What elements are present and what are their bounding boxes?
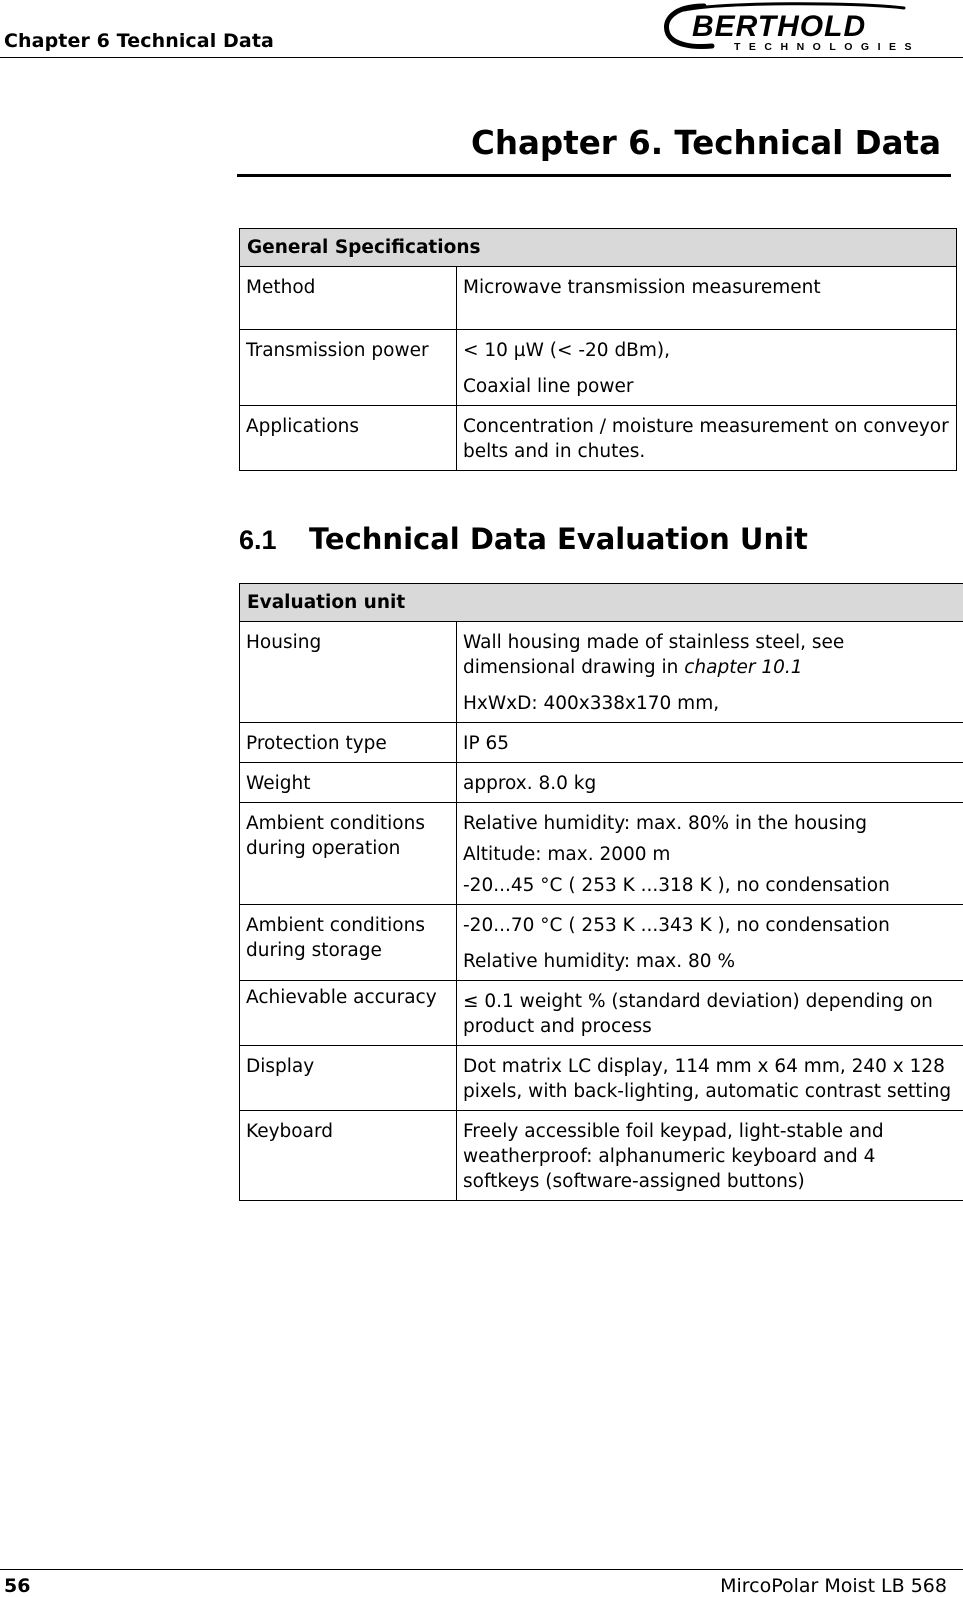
row-value: approx. 8.0 kg [457, 763, 963, 803]
row-label: Transmission power [240, 330, 457, 406]
table-row [240, 1046, 963, 1111]
chapter-title-rule [237, 174, 951, 177]
section-heading [239, 522, 808, 556]
table-row [240, 267, 957, 330]
header-rule [0, 57, 963, 58]
table-row [240, 803, 963, 905]
row-value: Microwave transmission measurement [457, 267, 957, 330]
general-specifications-table [239, 228, 957, 471]
table-row [240, 763, 963, 803]
table-row [240, 905, 963, 981]
table-row [240, 1111, 963, 1201]
footer-product-name: MircoPolar Moist LB 568 [720, 1575, 947, 1597]
row-value: < 10 µW (< -20 dBm), Coaxial line power [457, 330, 957, 406]
row-label: Ambient conditions during operation [240, 803, 457, 905]
row-value: Wall housing made of stainless steel, see dimensional drawing in chapter 10.1 HxWxD: 400x338x170 mm, [457, 622, 963, 723]
row-label: Achievable accuracy [240, 981, 457, 1046]
row-label: Applications [240, 406, 457, 471]
row-label: Weight [240, 763, 457, 803]
row-label: Housing [240, 622, 457, 723]
page-number: 56 [4, 1575, 30, 1597]
logo-subline: TECHNOLOGIES [734, 41, 920, 53]
table-heading: General Specifications [240, 229, 957, 267]
logo-wordmark: BERTHOLD [692, 10, 866, 43]
section-number: 6.1 [239, 525, 309, 556]
row-value: Relative humidity: max. 80% in the housing Altitude: max. 2000 m -20...45 °C ( 253 K ...318 K ), no condensation [457, 803, 963, 905]
table-row [240, 406, 957, 471]
table-row [240, 622, 963, 723]
row-value: ≤ 0.1 weight % (standard deviation) depending on product and process [457, 981, 963, 1046]
row-value: Dot matrix LC display, 114 mm x 64 mm, 240 x 128 pixels, with back-lighting, automatic contrast setting [457, 1046, 963, 1111]
evaluation-unit-table [239, 583, 963, 1201]
table-row [240, 981, 963, 1046]
footer-rule [0, 1569, 963, 1570]
row-label: Keyboard [240, 1111, 457, 1201]
row-label: Method [240, 267, 457, 330]
running-header-title: Chapter 6 Technical Data [4, 30, 274, 52]
row-value: IP 65 [457, 723, 963, 763]
row-value: Concentration / moisture measurement on conveyor belts and in chutes. [457, 406, 957, 471]
row-value: Freely accessible foil keypad, light-stable and weatherproof: alphanumeric keyboard and 4 softkeys (software-assigned buttons) [457, 1111, 963, 1201]
section-title: Technical Data Evaluation Unit [309, 522, 808, 556]
chapter-reference: chapter 10.1 [684, 657, 802, 678]
chapter-title: Chapter 6. Technical Data [471, 124, 941, 162]
row-label: Protection type [240, 723, 457, 763]
row-label: Display [240, 1046, 457, 1111]
table-heading: Evaluation unit [240, 584, 963, 622]
row-label: Ambient conditions during storage [240, 905, 457, 981]
berthold-logo [664, 0, 960, 56]
row-value: -20...70 °C ( 253 K ...343 K ), no condensation Relative humidity: max. 80 % [457, 905, 963, 981]
table-row [240, 723, 963, 763]
table-row [240, 330, 957, 406]
